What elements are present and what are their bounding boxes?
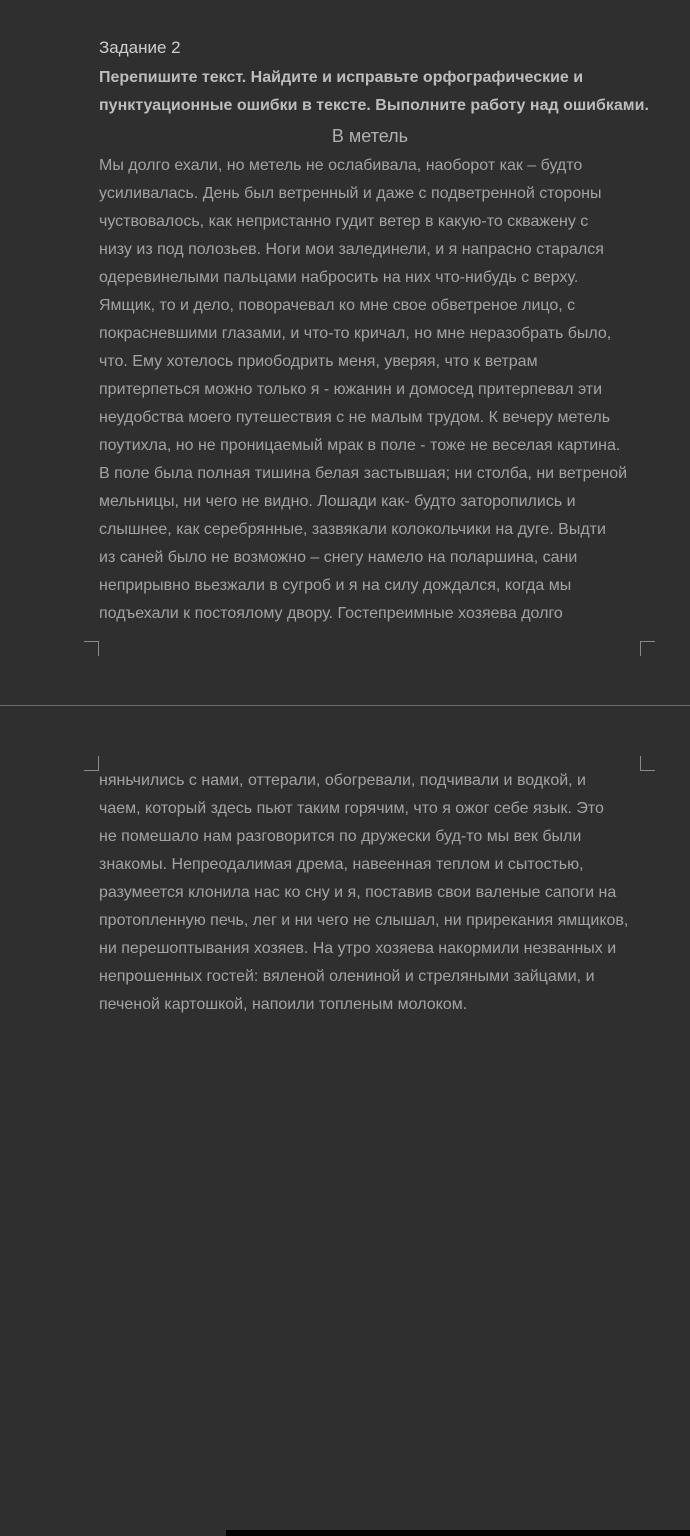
text-line: подъехали к постоялому двору. Гостепреимные хозяева долго [99, 605, 563, 622]
text-line: печеной картошкой, напоили топленым молоком. [99, 996, 468, 1013]
page-corner-mark [84, 756, 99, 771]
text-line: что. Ему хотелось приободрить меня, уверяя, что к ветрам [99, 353, 538, 370]
text-line: Мы долго ехали, но метель не ослабивала, наоборот как – будто [99, 157, 583, 174]
navigation-bar [226, 1530, 690, 1536]
text-line: ни перешоптывания хозяев. На утро хозяева накормили незванных и [99, 940, 617, 957]
text-line: В поле была полная тишина белая застывшая; ни столба, ни ветреной [99, 465, 628, 482]
text-line: не помешало нам разговорится по дружески буд-то мы век были [99, 828, 582, 845]
text-line: одеревинелыми пальцами набросить на них что-нибудь с верху. [99, 269, 579, 286]
page-corner-mark [640, 756, 655, 771]
text-line: непрошенных гостей: вяленой олениной и стреляными зайцами, и [99, 968, 595, 985]
text-line: поутихла, но не проницаемый мрак в поле - тоже не веселая картина. [99, 437, 621, 454]
page-corner-mark [84, 641, 99, 656]
text-line: неприрывно вьезжали в сугроб и я на силу дождался, когда мы [99, 577, 572, 594]
text-line: притерпеться можно только я - южанин и домосед притерпевал эти [99, 381, 603, 398]
text-line: чаем, который здесь пьют таким горячим, что я ожог себе язык. Это [99, 800, 604, 817]
text-line: Ямщик, то и дело, поворачевал ко мне свое обветреное лицо, с [99, 297, 576, 314]
text-line: покрасневшими глазами, и что-то кричал, но мне неразобрать было, [99, 325, 612, 342]
instructions-line: Перепишите текст. Найдите и исправьте орфографические и [99, 69, 584, 86]
text-line: усиливалась. День был ветренный и даже с подветренной стороны [99, 185, 602, 202]
text-line: протопленную печь, лег и ни чего не слышал, ни прирекания ямщиков, [99, 912, 629, 929]
task-heading: Задание 2 [99, 38, 181, 57]
text-line: няньчились с нами, оттерали, обогревали, подчивали и водкой, и [99, 772, 586, 789]
text-line: мельницы, ни чего не видно. Лошади как- будто заторопились и [99, 493, 576, 510]
instructions-line: пунктуационные ошибки в тексте. Выполните работу над ошибками. [99, 97, 649, 114]
text-line: неудобства моего путешествия с не малым трудом. К вечеру метель [99, 409, 611, 426]
text-line: из саней было не возможно – снегу намело на поларшина, сани [99, 549, 578, 566]
page-break-divider [0, 705, 690, 706]
text-title: В метель [331, 126, 409, 146]
page-corner-mark [640, 641, 655, 656]
text-line: низу из под полозьев. Ноги мои залединели, и я напрасно старался [99, 241, 604, 258]
text-line: знакомы. Непреодалимая дрема, навеенная теплом и сытостью, [99, 856, 584, 873]
text-line: слышнее, как серебрянные, зазвякали колокольчики на дуге. Выдти [99, 521, 606, 538]
text-line: разумеется клонила нас ко сну и я, поставив свои валеные сапоги на [99, 884, 617, 901]
text-line: чуствовалось, как непристанно гудит ветер в какую-то скважену с [99, 213, 589, 230]
